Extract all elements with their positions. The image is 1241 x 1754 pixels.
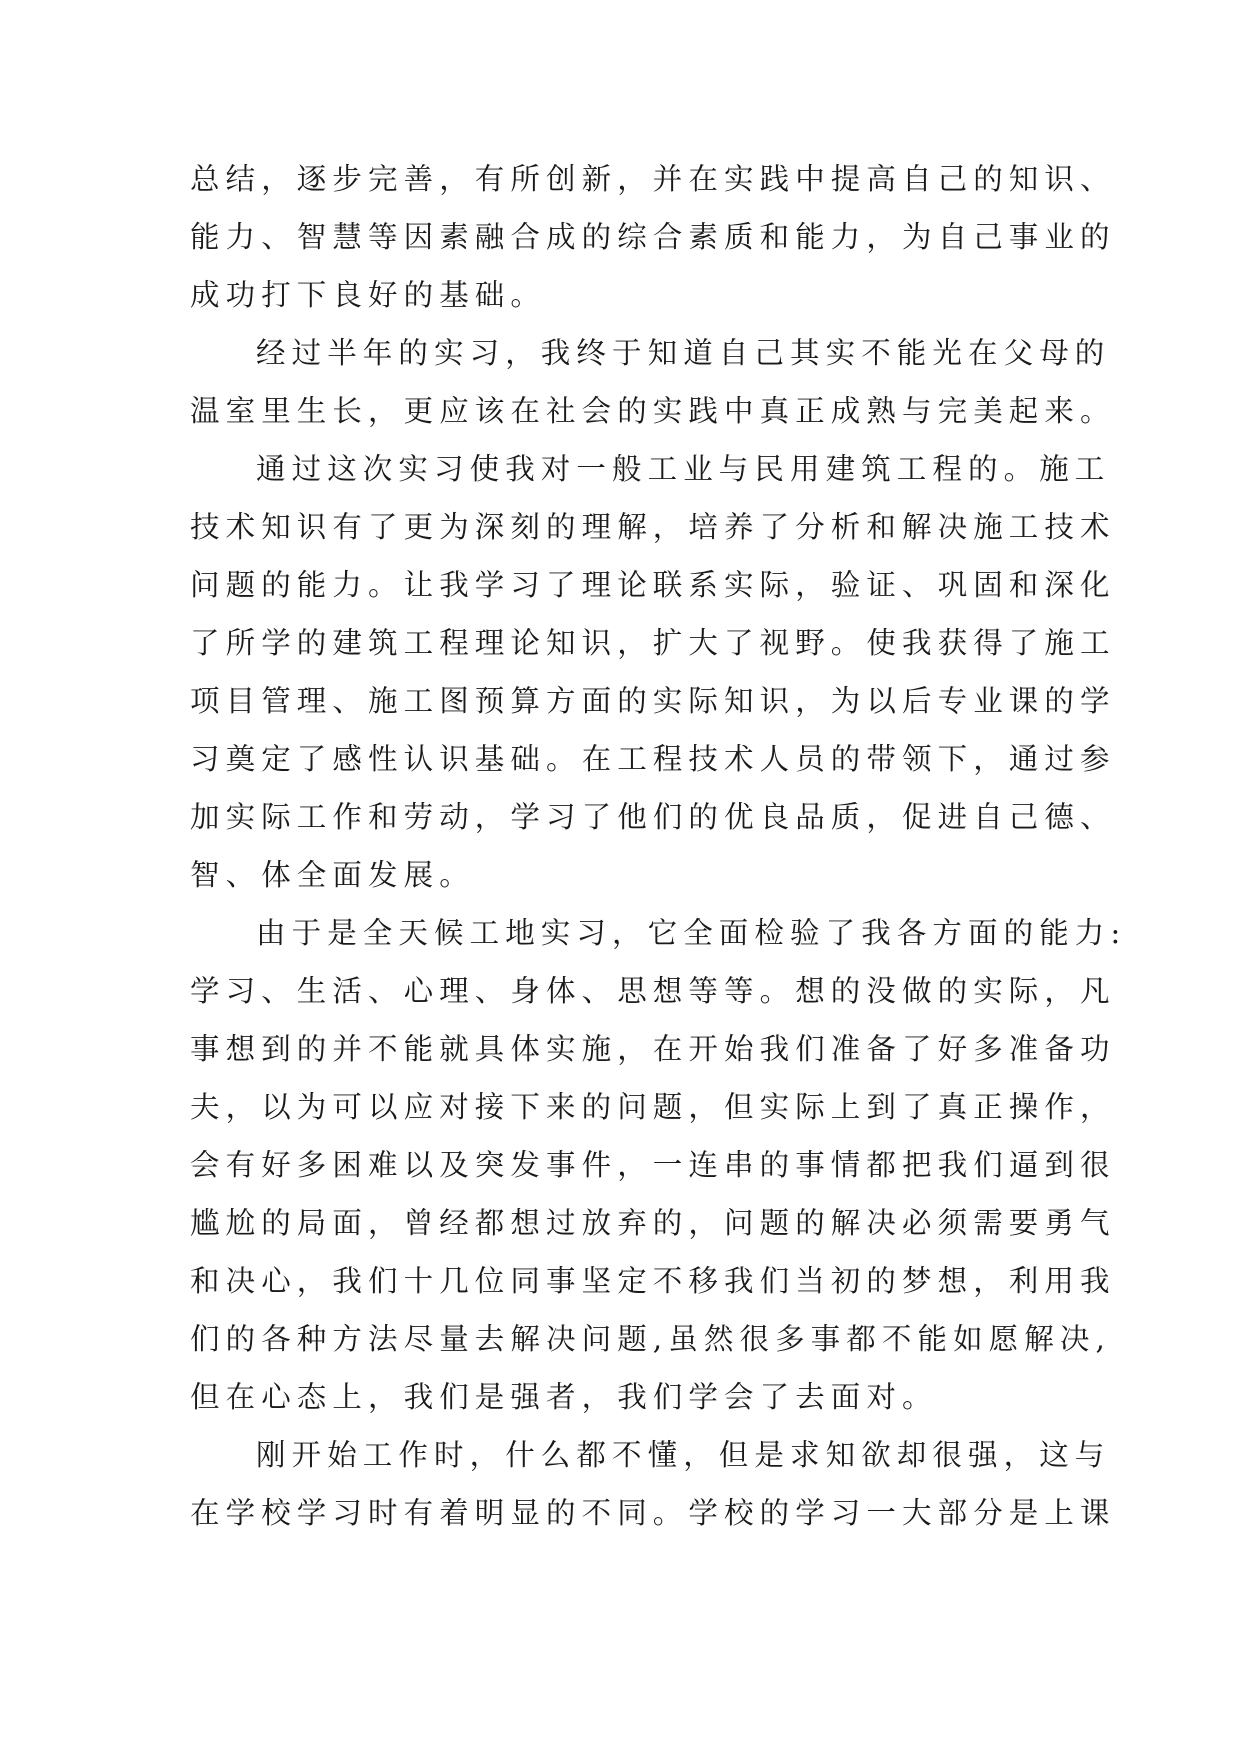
text-line: 学习、生活、心理、身体、思想等等。想的没做的实际，凡 (190, 974, 1116, 1008)
text-line: 刚开始工作时，什么都不懂，但是求知欲却很强，这与 (256, 1438, 1111, 1472)
paragraph-5 (190, 1426, 1116, 1542)
paragraph-2 (190, 324, 1116, 440)
text-line: 会有好多困难以及突发事件，一连串的事情都把我们逼到很 (190, 1148, 1116, 1182)
text-line: 能力、智慧等因素融合成的综合素质和能力，为自己事业的 (190, 220, 1116, 254)
text-line: 总结，逐步完善，有所创新，并在实践中提高自己的知识、 (190, 162, 1116, 196)
paragraph-3 (190, 440, 1116, 904)
text-line: 问题的能力。让我学习了理论联系实际，验证、巩固和深化 (190, 568, 1116, 602)
text-line: 项目管理、施工图预算方面的实际知识，为以后专业课的学 (190, 684, 1116, 718)
text-line: 加实际工作和劳动，学习了他们的优良品质，促进自己德、 (190, 800, 1116, 834)
text-line: 尴尬的局面，曾经都想过放弃的，问题的解决必须需要勇气 (190, 1206, 1116, 1240)
text-line: 在学校学习时有着明显的不同。学校的学习一大部分是上课 (190, 1496, 1116, 1530)
text-line: 但在心态上，我们是强者，我们学会了去面对。 (190, 1380, 938, 1414)
text-line: 成功打下良好的基础。 (190, 278, 547, 312)
text-line: 事想到的并不能就具体实施，在开始我们准备了好多准备功 (190, 1032, 1116, 1066)
paragraph-4 (190, 904, 1127, 1426)
text-line: 由于是全天候工地实习，它全面检验了我各方面的能力: (256, 916, 1127, 950)
text-line: 了所学的建筑工程理论知识，扩大了视野。使我获得了施工 (190, 626, 1116, 660)
text-line: 经过半年的实习，我终于知道自己其实不能光在父母的 (256, 336, 1111, 370)
text-line: 和决心，我们十几位同事坚定不移我们当初的梦想，利用我 (190, 1264, 1116, 1298)
document-body (190, 150, 1127, 1542)
text-line: 通过这次实习使我对一般工业与民用建筑工程的。施工 (256, 452, 1111, 486)
text-line: 习奠定了感性认识基础。在工程技术人员的带领下，通过参 (190, 742, 1116, 776)
text-line: 智、体全面发展。 (190, 858, 475, 892)
text-line: 温室里生长，更应该在社会的实践中真正成熟与完美起来。 (190, 394, 1116, 428)
text-line: 技术知识有了更为深刻的理解，培养了分析和解决施工技术 (190, 510, 1116, 544)
text-line: 们的各种方法尽量去解决问题,虽然很多事都不能如愿解决, (190, 1322, 1111, 1356)
text-line: 夫，以为可以应对接下来的问题，但实际上到了真正操作， (190, 1090, 1116, 1124)
paragraph-1 (190, 150, 1116, 324)
